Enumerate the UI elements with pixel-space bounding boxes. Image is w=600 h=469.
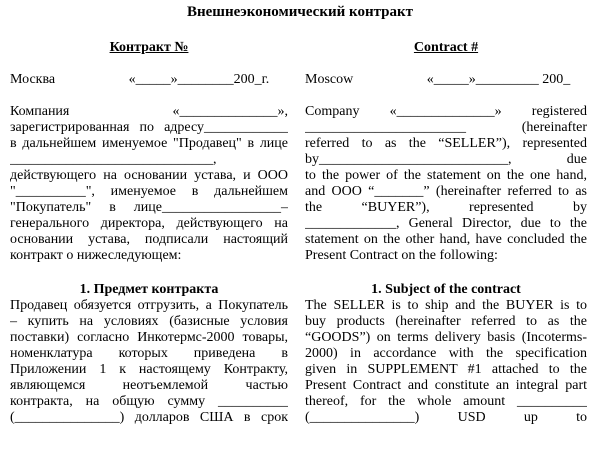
preamble-line: "__________", именуемое в дальнейшем xyxy=(10,184,288,199)
preamble-line: Present Contract on the following: xyxy=(305,248,498,263)
preamble-line: Company «______________» registered xyxy=(305,104,587,119)
preamble-line: действующего на основании устава, и ООО xyxy=(10,168,288,183)
preamble-line: _____________, General Director, due to the xyxy=(305,216,587,231)
document-title: Внешнеэкономический контракт xyxy=(186,4,414,20)
preamble-line: основании устава, подписали настоящий xyxy=(10,232,288,247)
preamble-line: Компания «______________», xyxy=(10,104,288,119)
preamble-line: контракт о нижеследующем: xyxy=(10,248,182,263)
section-line: Приложении 1 к настоящему Контракту, xyxy=(10,362,288,377)
date-en: «_____»_________ 200_ xyxy=(426,72,571,87)
city-ru: Москва xyxy=(10,72,56,87)
preamble-line: the “BUYER”), represented by xyxy=(305,200,587,215)
city-en: Moscow xyxy=(305,72,354,87)
section-line: номенклатура которых приведена в xyxy=(10,346,288,361)
section-line: являющемся неотъемлемой частью xyxy=(10,378,288,393)
preamble-line: and OOO “_______” (hereinafter referred to as xyxy=(305,184,587,199)
preamble-line: by___________________________, due xyxy=(305,152,587,167)
date-ru: «_____»________200_г. xyxy=(128,72,270,87)
section-line: Present Contract and constitute an integral part xyxy=(305,378,587,393)
contract-header-ru: Контракт № xyxy=(109,40,189,55)
contract-header-en: Contract # xyxy=(413,40,479,55)
preamble-line: "Покупатель" в лице_________________– xyxy=(10,200,288,215)
place-date-line-ru xyxy=(10,72,288,88)
section-line: (_______________) USD up to xyxy=(305,410,587,425)
section-line: given in SUPPLEMENT #1 attached to the xyxy=(305,362,587,377)
section-1-title-en: 1. Subject of the contract xyxy=(371,282,521,297)
section-1-title-ru: 1. Предмет контракта xyxy=(79,282,219,297)
section-1-body-ru xyxy=(10,298,288,426)
section-line: (_______________) долларов США в срок xyxy=(10,410,288,425)
section-line: – купить на условиях (базисные условия xyxy=(10,314,288,329)
russian-column xyxy=(10,40,288,426)
preamble-line: в дальнейшем именуемое "Продавец" в лице xyxy=(10,136,288,151)
preamble-line: генерального директора, действующего на xyxy=(10,216,288,231)
section-1-body-en xyxy=(305,298,587,426)
section-line: buy products (hereinafter referred to as the xyxy=(305,314,587,329)
preamble-line: зарегистрированная по адресу____________ xyxy=(10,120,288,135)
section-line: поставки) согласно Инкотермс-2000 товары, xyxy=(10,330,288,345)
place-date-line-en xyxy=(305,72,587,88)
section-line: thereof, for the whole amount __________ xyxy=(305,394,587,409)
section-line: Продавец обязуется отгрузить, а Покупатель xyxy=(10,298,288,313)
preamble-line: referred to as the “SELLER”), represented xyxy=(305,136,587,151)
english-column xyxy=(305,40,587,426)
preamble-line: _______________________ (hereinafter xyxy=(305,120,587,135)
preamble-line: statement on the other hand, have concluded the xyxy=(305,232,587,247)
section-line: 2000) in accordance with the specification xyxy=(305,346,587,361)
preamble-ru xyxy=(10,104,288,264)
preamble-en xyxy=(305,104,587,264)
section-line: “GOODS”) on terms delivery basis (Incoterms- xyxy=(305,330,587,345)
section-line: The SELLER is to ship and the BUYER is to xyxy=(305,298,587,313)
preamble-line: _____________________________, xyxy=(10,152,217,167)
section-line: контракта, на общую сумму __________ xyxy=(10,394,288,409)
preamble-line: to the power of the statement on the one hand, xyxy=(305,168,587,183)
